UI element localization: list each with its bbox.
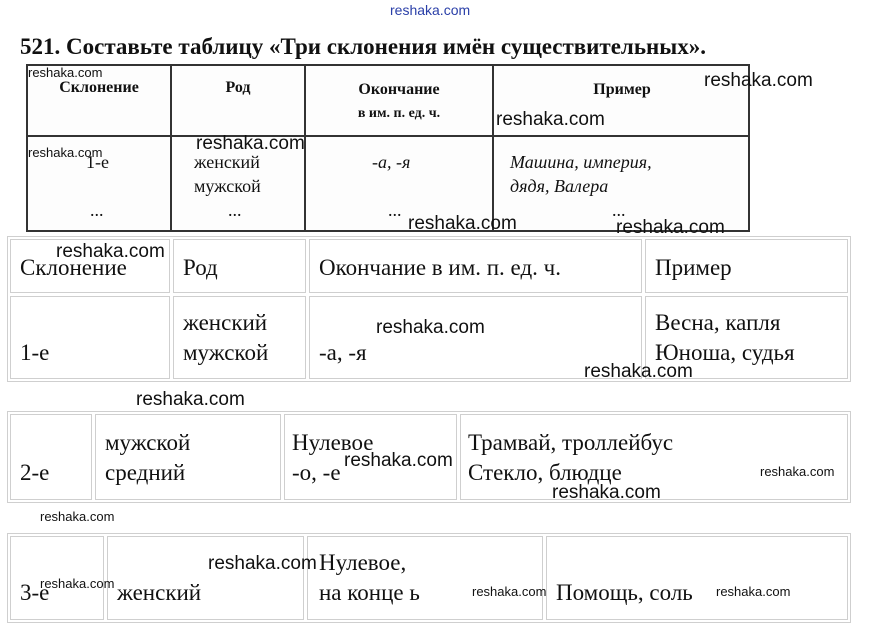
watermark: reshaka.com [408,213,517,234]
book-cell-gender-1: женский [194,152,260,172]
cell-gender-1: женский [183,310,268,335]
header-declension: Склонение [20,255,127,280]
declension-table-3 [7,533,851,623]
book-header-ending-sub: в им. п. ед. ч. [357,106,441,121]
cell-example-2: Юноша, судья [655,340,795,365]
watermark: reshaka.com [344,450,453,471]
textbook-table [26,64,750,232]
cell-ending-2: -о, -е [292,460,341,485]
cell-example: Помощь, соль [556,580,693,605]
book-cell-declension: 1-е [86,152,109,172]
watermark: reshaka.com [28,65,103,80]
cell-example-1: Трамвай, троллейбус [468,430,674,455]
cell-example-2: Стекло, блюдце [468,460,622,485]
book-cell-example-1: Машина, империя, [510,152,652,172]
cell-gender-2: средний [105,460,186,485]
watermark: reshaka.com [760,464,835,479]
watermark: reshaka.com [704,70,813,91]
cell-declension: 3-е [20,580,50,605]
book-header-ending: Окончание [358,81,440,98]
watermark: reshaka.com [40,576,115,591]
cell-example-1: Весна, капля [655,310,781,335]
cell-ending: -а, -я [319,340,367,365]
watermark: reshaka.com [616,217,725,238]
watermark: reshaka.com [196,133,305,154]
cell-gender-2: мужской [183,340,269,365]
watermark: reshaka.com [28,145,103,160]
watermark: reshaka.com [40,509,115,524]
header-ending: Окончание в им. п. ед. ч. [319,255,561,280]
cell-gender: женский [117,580,202,605]
cell-ending-1: Нулевое [292,430,374,455]
watermark: reshaka.com [496,109,605,130]
watermark: reshaka.com [136,389,245,410]
watermark: reshaka.com [552,482,661,503]
cell-declension: 2-е [20,460,50,485]
header-example: Пример [655,255,732,280]
book-header-declension: Склонение [59,79,139,96]
watermark: reshaka.com [208,553,317,574]
watermark-top: reshaka.com [390,2,471,18]
book-cell-example-2: дядя, Валера [510,176,609,196]
watermark: reshaka.com [472,584,547,599]
watermark: reshaka.com [716,584,791,599]
cell-gender-1: мужской [105,430,191,455]
header-gender: Род [183,255,218,280]
watermark: reshaka.com [56,241,165,262]
book-ellipsis-1: ... [90,200,104,220]
cell-declension: 1-е [20,340,50,365]
book-ellipsis-2: ... [228,200,242,220]
task-title: 521. Составьте таблицу «Три склонения имён существительных». [20,34,706,59]
book-ellipsis-3: ... [388,200,402,220]
book-cell-gender-2: мужской [194,176,261,196]
book-header-gender: Род [225,79,251,96]
watermark: reshaka.com [584,361,693,382]
book-ellipsis-4: ... [612,200,626,220]
watermark: reshaka.com [376,317,485,338]
cell-ending-2: на конце ь [319,580,420,605]
book-cell-ending: -а, -я [372,152,411,172]
cell-ending-1: Нулевое, [319,550,407,575]
book-header-example: Пример [593,81,651,98]
